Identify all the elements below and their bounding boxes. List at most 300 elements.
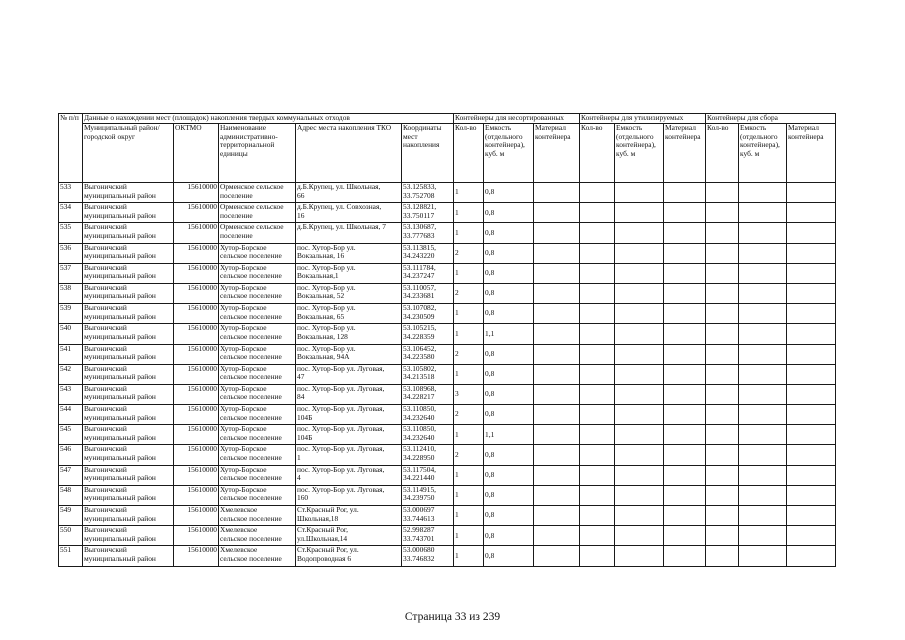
recyclable-volume-cell	[615, 223, 664, 243]
coords-cell-line: 53.111784,	[403, 263, 436, 272]
row-number: 542	[59, 364, 83, 384]
coords-cell-line: 53.000697	[403, 505, 435, 514]
collection-volume-cell	[739, 405, 787, 425]
coords-cell-line: 34.228359	[403, 331, 435, 341]
district-cell-line: муниципальный район	[84, 331, 156, 341]
address-cell	[296, 183, 402, 203]
unsorted-material-cell	[534, 425, 580, 445]
recyclable-count-cell	[580, 445, 615, 465]
unit-cell-line: Орменское сельское	[220, 182, 284, 191]
recyclable-material-cell	[664, 384, 706, 404]
unsorted-material-cell	[534, 364, 580, 384]
district-cell	[83, 384, 174, 404]
unit-cell	[219, 546, 296, 566]
address-cell	[296, 526, 402, 546]
unsorted-material-cell	[534, 223, 580, 243]
collection-material-cell	[787, 223, 836, 243]
unit-cell-line: Хутор-Борское	[220, 444, 267, 454]
unit-cell-line: сельское поселение	[220, 352, 282, 362]
unsorted-material-cell	[534, 485, 580, 505]
recyclable-material-cell	[664, 344, 706, 364]
unit-cell-line: Хутор-Борское	[220, 344, 267, 353]
coords-cell-line: 34.232640	[403, 412, 435, 422]
district-cell-line: Выгоничский	[84, 243, 127, 252]
address-cell-line: Школьная,18	[297, 513, 339, 523]
collection-material-cell	[787, 364, 836, 384]
address-cell	[296, 324, 402, 344]
district-cell-line: муниципальный район	[84, 473, 156, 483]
district-cell-line: муниципальный район	[84, 190, 156, 200]
collection-volume-cell	[739, 263, 787, 283]
address-cell	[296, 283, 402, 303]
table-row	[59, 243, 836, 263]
coords-cell-line: 34.228217	[403, 392, 435, 402]
address-cell-line: 1	[297, 452, 301, 462]
coords-cell	[402, 465, 454, 485]
unit-cell-line: Хутор-Борское	[220, 364, 267, 373]
table-row	[59, 485, 836, 505]
address-cell-line: Вокзальная, 128	[297, 331, 348, 341]
unsorted-volume-cell: 0,8	[484, 283, 534, 303]
coords-cell	[402, 304, 454, 324]
recyclable-count-cell	[580, 304, 615, 324]
district-cell	[83, 304, 174, 324]
header-address: Адрес места накопления ТКО	[296, 124, 402, 183]
address-cell-line: 4	[297, 473, 301, 483]
unit-cell	[219, 263, 296, 283]
district-cell-line: муниципальный район	[84, 412, 156, 422]
collection-material-cell	[787, 465, 836, 485]
district-cell-line: Выгоничский	[84, 182, 127, 191]
district-cell-line: муниципальный район	[84, 291, 156, 301]
coords-cell-line: 33.746832	[403, 553, 435, 563]
address-cell-line: пос. Хутор-Бор ул.	[297, 263, 356, 272]
address-cell	[296, 445, 402, 465]
district-cell	[83, 183, 174, 203]
address-cell-line: Вокзальная, 94А	[297, 352, 350, 362]
row-number: 548	[59, 485, 83, 505]
address-cell	[296, 364, 402, 384]
address-cell-line: пос. Хутор-Бор ул. Луговая,	[297, 384, 385, 393]
row-number: 551	[59, 546, 83, 566]
recyclable-count-cell	[580, 344, 615, 364]
table-row	[59, 263, 836, 283]
collection-count-cell	[706, 324, 739, 344]
unit-cell	[219, 344, 296, 364]
coords-cell-line: 53.110057,	[403, 283, 436, 292]
coords-cell	[402, 283, 454, 303]
collection-material-cell	[787, 485, 836, 505]
coords-cell-line: 34.237247	[403, 271, 435, 281]
collection-volume-cell	[739, 344, 787, 364]
page-number: Страница 33 из 239	[404, 611, 501, 623]
table-row	[59, 384, 836, 404]
address-cell	[296, 263, 402, 283]
address-cell-line: 104Б	[297, 412, 313, 422]
oktmo-cell: 15610000	[174, 546, 219, 566]
header-coords: Координаты мест накопления	[402, 124, 454, 183]
address-cell-line: 47	[297, 372, 305, 382]
recyclable-volume-cell	[615, 506, 664, 526]
oktmo-cell: 15610000	[174, 183, 219, 203]
coords-cell	[402, 263, 454, 283]
recyclable-material-cell	[664, 243, 706, 263]
collection-material-cell	[787, 324, 836, 344]
unit-cell	[219, 405, 296, 425]
recyclable-material-cell	[664, 203, 706, 223]
collection-volume-cell	[739, 223, 787, 243]
unsorted-volume-cell: 1,1	[484, 324, 534, 344]
collection-count-cell	[706, 183, 739, 203]
unsorted-volume-cell: 0,8	[484, 304, 534, 324]
collection-volume-cell	[739, 243, 787, 263]
collection-volume-cell	[739, 283, 787, 303]
unsorted-count-cell: 1	[454, 485, 484, 505]
unsorted-material-cell	[534, 445, 580, 465]
unsorted-volume-cell: 0,8	[484, 485, 534, 505]
unsorted-count-cell: 1	[454, 263, 484, 283]
coords-cell	[402, 506, 454, 526]
unsorted-count-cell: 1	[454, 526, 484, 546]
collection-material-cell	[787, 344, 836, 364]
recyclable-count-cell	[580, 425, 615, 445]
recyclable-count-cell	[580, 465, 615, 485]
recyclable-volume-cell	[615, 344, 664, 364]
unit-cell	[219, 223, 296, 243]
oktmo-cell: 15610000	[174, 364, 219, 384]
recyclable-volume-cell	[615, 304, 664, 324]
unit-cell-line: сельское поселение	[220, 392, 282, 402]
unit-cell-line: Хутор-Борское	[220, 384, 267, 393]
oktmo-cell: 15610000	[174, 465, 219, 485]
address-cell-line: пос. Хутор-Бор ул.	[297, 243, 356, 252]
row-number: 546	[59, 445, 83, 465]
table-row	[59, 344, 836, 364]
coords-cell	[402, 405, 454, 425]
unsorted-count-cell: 1	[454, 506, 484, 526]
row-number: 550	[59, 526, 83, 546]
coords-cell	[402, 344, 454, 364]
district-cell-line: Выгоничский	[84, 263, 127, 272]
header-unsorted-material: Материал контейнера	[534, 124, 580, 183]
collection-count-cell	[706, 304, 739, 324]
collection-volume-cell	[739, 203, 787, 223]
district-cell-line: муниципальный район	[84, 251, 156, 261]
row-number: 535	[59, 223, 83, 243]
header-recyclable-group: Контейнеры для утилизируемых	[580, 114, 706, 124]
unsorted-count-cell: 1	[454, 546, 484, 566]
address-cell-line: Вокзальная, 16	[297, 251, 345, 261]
collection-material-cell	[787, 263, 836, 283]
coords-cell-line: 34.243220	[403, 251, 435, 261]
coords-cell	[402, 425, 454, 445]
unit-cell	[219, 243, 296, 263]
unit-cell-line: Хутор-Борское	[220, 243, 267, 252]
collection-volume-cell	[739, 546, 787, 566]
address-cell-line: пос. Хутор-Бор ул.	[297, 303, 356, 313]
address-cell-line: Ст.Красный Рог,	[297, 525, 348, 535]
collection-count-cell	[706, 203, 739, 223]
coords-cell-line: 33.750117	[403, 210, 435, 220]
recyclable-count-cell	[580, 223, 615, 243]
district-cell	[83, 203, 174, 223]
table-row	[59, 203, 836, 223]
unit-cell-line: поселение	[220, 210, 253, 220]
collection-material-cell	[787, 183, 836, 203]
collection-count-cell	[706, 283, 739, 303]
district-cell-line: Выгоничский	[84, 384, 127, 393]
collection-volume-cell	[739, 304, 787, 324]
address-cell-line: пос. Хутор-Бор ул. Луговая,	[297, 485, 385, 494]
unit-cell-line: сельское поселение	[220, 432, 282, 442]
unsorted-count-cell: 1	[454, 324, 484, 344]
recyclable-material-cell	[664, 445, 706, 465]
unit-cell-line: сельское поселение	[220, 331, 282, 341]
unsorted-count-cell: 3	[454, 384, 484, 404]
collection-volume-cell	[739, 445, 787, 465]
recyclable-material-cell	[664, 465, 706, 485]
unit-cell-line: Орменское сельское	[220, 222, 284, 232]
collection-material-cell	[787, 425, 836, 445]
recyclable-count-cell	[580, 243, 615, 263]
unit-cell	[219, 425, 296, 445]
unit-cell	[219, 526, 296, 546]
collection-volume-cell	[739, 364, 787, 384]
unsorted-volume-cell: 0,8	[484, 344, 534, 364]
recyclable-material-cell	[664, 405, 706, 425]
row-number: 549	[59, 506, 83, 526]
table-row	[59, 183, 836, 203]
unsorted-material-cell	[534, 546, 580, 566]
unit-cell-line: сельское поселение	[220, 291, 282, 301]
row-number: 544	[59, 405, 83, 425]
header-oktmo: ОКТМО	[174, 124, 219, 183]
unit-cell-line: Хутор-Борское	[220, 283, 267, 292]
unit-cell-line: Хутор-Борское	[220, 263, 267, 272]
unsorted-volume-cell: 0,8	[484, 223, 534, 243]
district-cell-line: Выгоничский	[84, 525, 127, 535]
recyclable-volume-cell	[615, 183, 664, 203]
district-cell-line: Выгоничский	[84, 364, 127, 373]
table-row	[59, 546, 836, 566]
coords-cell-line: 34.228950	[403, 452, 435, 462]
coords-cell-line: 34.239750	[403, 493, 435, 503]
recyclable-volume-cell	[615, 425, 664, 445]
district-cell-line: Выгоничский	[84, 323, 127, 333]
recyclable-volume-cell	[615, 526, 664, 546]
coords-cell-line: 53.105802,	[403, 364, 437, 373]
unit-cell	[219, 203, 296, 223]
collection-count-cell	[706, 405, 739, 425]
collection-material-cell	[787, 283, 836, 303]
unit-cell-line: Хмелевское	[220, 545, 258, 555]
district-cell-line: Выгоничский	[84, 485, 127, 494]
address-cell	[296, 384, 402, 404]
unsorted-volume-cell: 0,8	[484, 465, 534, 485]
collection-volume-cell	[739, 465, 787, 485]
unit-cell-line: Хутор-Борское	[220, 424, 267, 434]
district-cell-line: муниципальный район	[84, 553, 156, 563]
recyclable-volume-cell	[615, 203, 664, 223]
district-cell	[83, 263, 174, 283]
unsorted-material-cell	[534, 304, 580, 324]
recyclable-volume-cell	[615, 405, 664, 425]
collection-count-cell	[706, 263, 739, 283]
unsorted-count-cell: 1	[454, 465, 484, 485]
unsorted-count-cell: 2	[454, 445, 484, 465]
collection-count-cell	[706, 425, 739, 445]
coords-cell	[402, 243, 454, 263]
recyclable-count-cell	[580, 183, 615, 203]
unsorted-volume-cell: 0,8	[484, 405, 534, 425]
unit-cell-line: Хутор-Борское	[220, 404, 267, 414]
unsorted-volume-cell: 0,8	[484, 526, 534, 546]
coords-cell-line: 33.744613	[403, 513, 435, 523]
collection-volume-cell	[739, 324, 787, 344]
recyclable-volume-cell	[615, 324, 664, 344]
recyclable-material-cell	[664, 263, 706, 283]
address-cell-line: 16	[297, 210, 305, 220]
coords-cell	[402, 445, 454, 465]
collection-count-cell	[706, 384, 739, 404]
coords-cell-line: 53.117504,	[403, 465, 436, 474]
recyclable-volume-cell	[615, 445, 664, 465]
oktmo-cell: 15610000	[174, 526, 219, 546]
recyclable-count-cell	[580, 263, 615, 283]
unsorted-volume-cell: 0,8	[484, 506, 534, 526]
collection-material-cell	[787, 445, 836, 465]
coords-cell	[402, 364, 454, 384]
collection-material-cell	[787, 304, 836, 324]
unit-cell-line: Хутор-Борское	[220, 465, 267, 474]
row-number: 541	[59, 344, 83, 364]
address-cell-line: Вокзальная, 52	[297, 291, 345, 301]
address-cell-line: Вокзальная, 65	[297, 311, 345, 321]
district-cell	[83, 324, 174, 344]
district-cell	[83, 425, 174, 445]
district-cell-line: муниципальный район	[84, 432, 156, 442]
oktmo-cell: 15610000	[174, 384, 219, 404]
collection-material-cell	[787, 405, 836, 425]
oktmo-cell: 15610000	[174, 203, 219, 223]
header-unsorted-volume: Емкость (отдельного контейнера), куб. м	[484, 124, 534, 183]
district-cell-line: Выгоничский	[84, 283, 127, 292]
table-row	[59, 425, 836, 445]
unsorted-volume-cell: 0,8	[484, 263, 534, 283]
recyclable-material-cell	[664, 223, 706, 243]
coords-cell-line: 53.107082,	[403, 303, 437, 313]
address-cell-line: ул.Школьная,14	[297, 533, 348, 543]
table-row	[59, 324, 836, 344]
district-cell-line: Выгоничский	[84, 424, 127, 434]
coords-cell-line: 53.128821,	[403, 202, 437, 212]
district-cell-line: Выгоничский	[84, 505, 127, 514]
recyclable-material-cell	[664, 485, 706, 505]
row-number: 543	[59, 384, 83, 404]
table-row	[59, 283, 836, 303]
table-body	[59, 183, 836, 567]
unit-cell	[219, 364, 296, 384]
collection-count-cell	[706, 546, 739, 566]
district-cell	[83, 243, 174, 263]
district-cell-line: Выгоничский	[84, 545, 127, 555]
collection-volume-cell	[739, 485, 787, 505]
header-district: Муниципальный район/городской округ	[83, 124, 174, 183]
district-cell-line: Выгоничский	[84, 404, 127, 414]
header-unit: Наименование административно-территориальной единицы	[219, 124, 296, 183]
unsorted-material-cell	[534, 506, 580, 526]
district-cell-line: муниципальный район	[84, 533, 156, 543]
recyclable-count-cell	[580, 283, 615, 303]
table-row	[59, 526, 836, 546]
table-row	[59, 405, 836, 425]
recyclable-material-cell	[664, 526, 706, 546]
recyclable-count-cell	[580, 405, 615, 425]
recyclable-count-cell	[580, 364, 615, 384]
recyclable-volume-cell	[615, 283, 664, 303]
collection-material-cell	[787, 243, 836, 263]
unsorted-material-cell	[534, 465, 580, 485]
address-cell-line: 160	[297, 493, 309, 503]
unsorted-material-cell	[534, 283, 580, 303]
row-number: 536	[59, 243, 83, 263]
row-number: 534	[59, 203, 83, 223]
address-cell	[296, 485, 402, 505]
collection-material-cell	[787, 526, 836, 546]
coords-cell	[402, 223, 454, 243]
unit-cell	[219, 485, 296, 505]
address-cell-line: пос. Хутор-Бор ул. Луговая,	[297, 404, 385, 414]
coords-cell-line: 53.110850,	[403, 404, 436, 414]
district-cell	[83, 364, 174, 384]
header-recyclable-volume: Емкость (отдельного контейнера), куб. м	[615, 124, 664, 183]
address-cell-line: пос. Хутор-Бор ул.	[297, 283, 356, 292]
coords-cell	[402, 183, 454, 203]
district-cell-line: муниципальный район	[84, 372, 156, 382]
collection-material-cell	[787, 506, 836, 526]
collection-count-cell	[706, 465, 739, 485]
coords-cell-line: 34.232640	[403, 432, 435, 442]
district-cell-line: муниципальный район	[84, 493, 156, 503]
district-cell-line: муниципальный район	[84, 311, 156, 321]
coords-cell-line: 34.233681	[403, 291, 435, 301]
recyclable-material-cell	[664, 183, 706, 203]
coords-cell-line: 53.125833,	[403, 182, 437, 191]
unit-cell-line: сельское поселение	[220, 251, 282, 261]
address-cell-line: 104Б	[297, 432, 313, 442]
waste-sites-table	[58, 113, 836, 567]
address-cell-line: д.Б.Крупец, ул. Школьная, 7	[297, 222, 386, 232]
unsorted-count-cell: 1	[454, 364, 484, 384]
address-cell-line: Ст.Красный Рог, ул.	[297, 505, 359, 514]
unit-cell	[219, 445, 296, 465]
unsorted-count-cell: 2	[454, 405, 484, 425]
coords-cell-line: 53.108968,	[403, 384, 437, 393]
recyclable-count-cell	[580, 324, 615, 344]
collection-volume-cell	[739, 526, 787, 546]
district-cell-line: Выгоничский	[84, 444, 127, 454]
district-cell	[83, 506, 174, 526]
unsorted-count-cell: 1	[454, 203, 484, 223]
coords-cell-line: 53.000680	[403, 545, 435, 555]
coords-cell-line: 52.998287	[403, 525, 435, 535]
header-num: № п/п	[59, 114, 83, 183]
oktmo-cell: 15610000	[174, 485, 219, 505]
recyclable-volume-cell	[615, 465, 664, 485]
coords-cell	[402, 485, 454, 505]
header-recyclable-material: Материал контейнера	[664, 124, 706, 183]
district-cell	[83, 485, 174, 505]
